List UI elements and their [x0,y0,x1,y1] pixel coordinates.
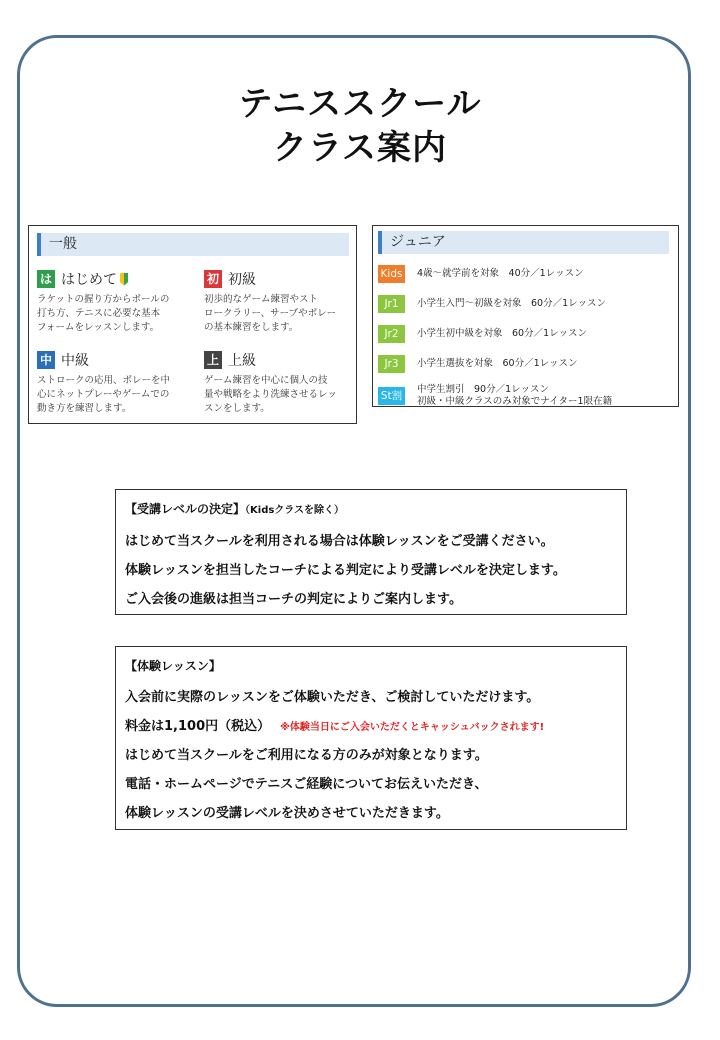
junior-row-jr1 [378,295,606,313]
level-badge-jokyu: 上 [204,351,222,369]
junior-badge: Jr2 [378,325,405,343]
level-badge-chukyu: 中 [37,351,55,369]
junior-row-text: 中学生割引 90分／1レッスン [417,384,550,395]
junior-row-subtext: 初級・中級クラスのみ対象でナイター1限在籍 [417,396,613,407]
level-badge-hajimete: は [37,270,55,288]
page-subtitle: クラス案内 [273,128,447,168]
level-decision-line: はじめて当スクールを利用される場合は体験レッスンをご受講ください。 [125,534,554,549]
level-intermediate [37,350,187,416]
level-description: ゲーム練習を中心に個人の技 量や戦略をより洗練させるレッ スンをします。 [204,375,337,414]
junior-row-jr3 [378,355,578,373]
trial-fee-line [125,715,544,734]
junior-heading: ジュニア [378,231,669,254]
junior-row-student-discount [378,384,612,408]
junior-badge: Kids [378,265,405,283]
trial-lesson-box [115,646,627,830]
junior-row-text: 小学生初中級を対象 60分／1レッスン [417,328,588,339]
level-beginner-first [37,269,187,335]
junior-row-text: 小学生入門～初級を対象 60分／1レッスン [417,298,607,309]
trial-lesson-line: 電話・ホームページでテニスご経験についてお伝えいただき、 [125,777,488,792]
junior-badge: Jr1 [378,295,405,313]
general-heading: 一般 [37,233,349,256]
junior-row-text: 小学生選抜を対象 60分／1レッスン [417,358,578,369]
trial-lesson-line: はじめて当スクールをご利用になる方のみが対象となります。 [125,748,488,763]
general-class-panel [28,225,357,424]
page-title: テニススクール [238,84,482,124]
trial-fee: 料金は1,100円（税込） [125,719,271,734]
trial-lesson-line: 体験レッスンの受講レベルを決めさせていただきます。 [125,806,449,821]
level-description: ラケットの握り方からボールの 打ち方、テニスに必要な基本 フォームをレッスンします。 [37,294,170,333]
level-decision-line: 体験レッスンを担当したコーチによる判定により受講レベルを決定します。 [125,563,566,578]
level-description: ストロークの応用、ボレーを中 心にネットプレーやゲームでの 動き方を練習します。 [37,375,171,414]
level-badge-shokyu: 初 [204,270,222,288]
level-decision-line: ご入会後の進級は担当コーチの判定によりご案内します。 [125,592,462,607]
level-decision-note: （Kidsクラスを除く） [245,505,345,516]
junior-badge: Jr3 [378,355,405,373]
level-name: 上級 [228,353,256,369]
level-decision-heading [125,500,344,517]
trial-lesson-line: 入会前に実際のレッスンをご体験いただき、ご検討していただけます。 [125,690,540,705]
level-name: 中級 [61,353,89,369]
beginner-mark-icon [120,273,128,286]
trial-lesson-heading: 【体験レッスン】 [125,659,221,673]
junior-row-text: 4歳～就学前を対象 40分／1レッスン [417,268,584,279]
level-beginner [204,269,354,335]
junior-row-kids [378,265,584,283]
level-advanced [204,350,354,416]
junior-badge: St割 [378,387,405,405]
level-name: 初級 [228,272,256,288]
junior-class-panel [372,225,679,407]
junior-row-jr2 [378,325,587,343]
level-decision-title: 【受講レベルの決定】 [125,502,246,516]
level-description: 初歩的なゲーム練習やスト ロークラリー、サーブやボレー の基本練習をします。 [204,294,337,333]
cashback-note: ※体験当日にご入会いただくとキャッシュバックされます! [280,722,545,733]
level-name: はじめて [61,272,117,288]
level-decision-box [115,489,627,615]
